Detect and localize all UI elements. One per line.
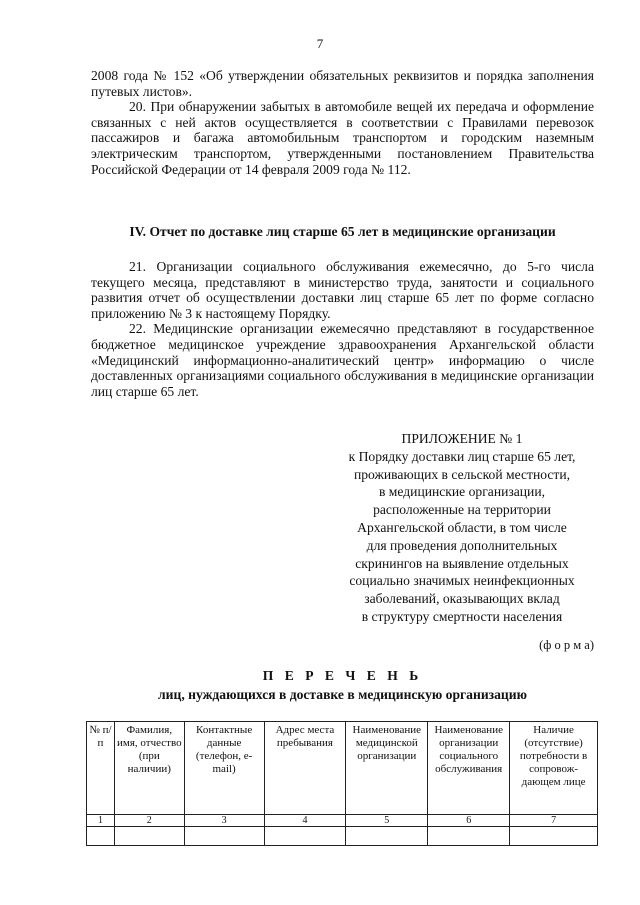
table-number-cell: 7 bbox=[510, 815, 598, 827]
table-cell bbox=[346, 827, 428, 846]
table-header-cell: № п/п bbox=[87, 722, 115, 815]
intro-text bbox=[91, 68, 594, 177]
paragraph-21: 21. Организации социального обслуживания ежемесячно, до 5-го числа текущего месяца, представляют в министерство труда, занятости и социального развития отчет об осуществлении доставки лиц старше 65 лет по форме согласно приложению № 3 к настоящему Порядку. bbox=[91, 259, 594, 321]
section-text bbox=[91, 259, 594, 399]
table-cell bbox=[87, 827, 115, 846]
appendix-line: скринингов на выявление отдельных bbox=[355, 555, 569, 571]
appendix-line: в структуру смертности населения bbox=[361, 608, 563, 624]
table-header-row bbox=[87, 722, 598, 815]
list-title: П Е Р Е Ч Е Н Ь bbox=[262, 668, 423, 683]
table-number-row bbox=[87, 815, 598, 827]
paragraph-22: 22. Медицинские организации ежемесячно представляют в государственное бюджетное медицинское учреждение здравоохранения Архангельской области «Медицинский информационно-аналитический центр» информацию о числе доставленных организациями социального обслуживания в медицинские организации лиц старше 65 лет. bbox=[91, 321, 594, 399]
table-cell bbox=[510, 827, 598, 846]
table-header-cell: Адрес места пребывания bbox=[264, 722, 346, 815]
appendix-line: к Порядку доставки лиц старше 65 лет, bbox=[348, 448, 576, 464]
table-number-cell: 2 bbox=[114, 815, 184, 827]
form-label: (ф о р м а) bbox=[539, 638, 594, 652]
table-cell bbox=[264, 827, 346, 846]
appendix-title: ПРИЛОЖЕНИЕ № 1 bbox=[401, 431, 523, 446]
appendix-line: Архангельской области, в том числе bbox=[357, 519, 567, 535]
page-number: 7 bbox=[316, 36, 324, 51]
table-header-cell: Наименование организации социального обслуживания bbox=[428, 722, 510, 815]
table-number-cell: 6 bbox=[428, 815, 510, 827]
table-header-cell: Наименование медицинской организации bbox=[346, 722, 428, 815]
table-number-cell: 1 bbox=[87, 815, 115, 827]
appendix-line: проживающих в сельской местности, bbox=[353, 466, 571, 482]
table-number-cell: 3 bbox=[184, 815, 264, 827]
table-header-cell: Наличие (отсутствие) потребности в сопровож-дающем лице bbox=[510, 722, 598, 815]
appendix-line: социально значимых неинфекционных bbox=[349, 573, 575, 589]
appendix-block bbox=[330, 430, 594, 626]
appendix-line: для проведения дополнительных bbox=[366, 537, 558, 553]
appendix-line: расположенные на территории bbox=[373, 502, 551, 518]
table-number-cell: 5 bbox=[346, 815, 428, 827]
table-cell bbox=[428, 827, 510, 846]
table-cell bbox=[184, 827, 264, 846]
table-header-cell: Контактные данные (телефон, e-mail) bbox=[184, 722, 264, 815]
table-number-cell: 4 bbox=[264, 815, 346, 827]
table-cell bbox=[114, 827, 184, 846]
table-row bbox=[87, 827, 598, 846]
paragraph-continuation: 2008 года № 152 «Об утверждении обязательных реквизитов и порядка заполнения путевых листов». bbox=[91, 68, 594, 99]
persons-table bbox=[86, 721, 598, 846]
paragraph-20: 20. При обнаружении забытых в автомобиле вещей их передача и оформление связанных с ней актов осуществляется в соответствии с Правилами перевозок пассажиров и багажа автомобильным транспортом и городским наземным электрическим транспортом, утвержденными постановлением Правительства Российской Федерации от 14 февраля 2009 года № 112. bbox=[91, 99, 594, 177]
section-heading: IV. Отчет по доставке лиц старше 65 лет в медицинские организации bbox=[129, 224, 556, 239]
table-header-cell: Фамилия, имя, отчество (при наличии) bbox=[114, 722, 184, 815]
appendix-line: в медицинские организации, bbox=[378, 484, 545, 500]
appendix-line: заболеваний, оказывающих вклад bbox=[364, 591, 560, 607]
list-subtitle: лиц, нуждающихся в доставке в медицинскую организацию bbox=[158, 687, 527, 702]
